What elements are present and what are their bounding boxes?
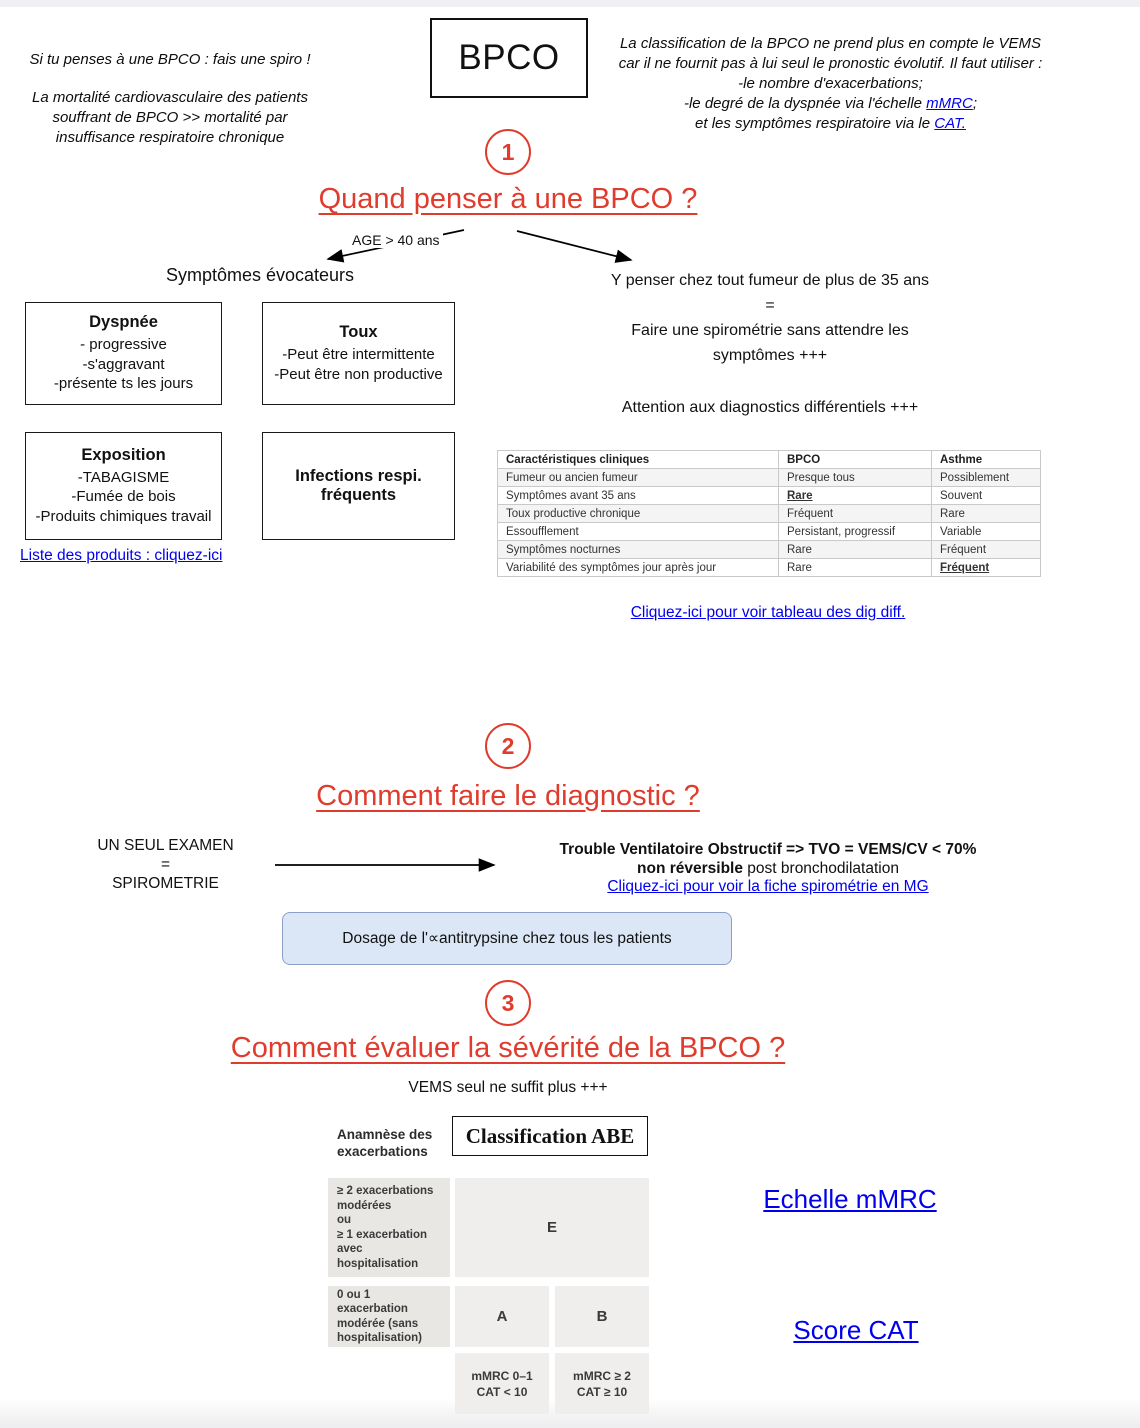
abe-cell-a bbox=[455, 1286, 549, 1347]
text-line: = bbox=[765, 297, 775, 314]
cell: Rare bbox=[932, 505, 1041, 523]
cell: Symptômes avant 35 ans bbox=[498, 487, 779, 505]
table-row bbox=[498, 469, 1041, 487]
spirometry-sheet-link[interactable]: Cliquez-ici pour voir la fiche spirométrie en MG bbox=[607, 878, 929, 895]
tvo-note bbox=[533, 841, 1003, 897]
alpha-antitrypsin-box bbox=[282, 912, 732, 965]
text-line: 0 ou 1 exacerbation bbox=[337, 1288, 408, 1315]
text-line: Si tu penses à une BPCO : fais une spiro ! bbox=[29, 51, 311, 68]
abe-row1-label bbox=[328, 1178, 450, 1277]
text-line: insuffisance respiratoire chronique bbox=[55, 129, 285, 146]
cell: Rare bbox=[779, 541, 932, 559]
text-line: Dosage de l'∝antitrypsine chez tous les patients bbox=[342, 930, 672, 947]
cell-value: A bbox=[496, 1308, 508, 1325]
section-title-text: Quand penser à une BPCO ? bbox=[318, 183, 698, 215]
table-row bbox=[498, 487, 1041, 505]
abe-cell-b bbox=[555, 1286, 649, 1347]
section-number-text: 3 bbox=[501, 989, 515, 1016]
cell: Essoufflement bbox=[498, 523, 779, 541]
text-line: AGE > 40 ans bbox=[352, 232, 440, 248]
box-exposition bbox=[25, 432, 222, 540]
section-number-text: 1 bbox=[501, 138, 515, 165]
top-strip bbox=[0, 0, 1140, 7]
text-line: CAT < 10 bbox=[476, 1384, 528, 1399]
text-line: -TABAGISME bbox=[77, 468, 170, 486]
box-infections bbox=[262, 432, 455, 540]
column-header: Caractéristiques cliniques bbox=[498, 451, 779, 469]
text-line: Faire une spirométrie sans attendre les bbox=[631, 322, 909, 339]
text-line: = bbox=[160, 856, 171, 873]
text-line: La mortalité cardiovasculaire des patients bbox=[32, 89, 308, 106]
text-line bbox=[533, 860, 1003, 879]
cat-inline-link[interactable]: CAT. bbox=[934, 115, 966, 132]
section-2-title bbox=[208, 780, 808, 813]
differential-warning bbox=[540, 399, 1000, 417]
abe-cell-e bbox=[455, 1178, 649, 1277]
mmrc-inline-link[interactable]: mMRC bbox=[926, 95, 973, 112]
heading-text: Symptômes évocateurs bbox=[165, 265, 355, 285]
text-line: symptômes +++ bbox=[712, 347, 828, 364]
cat-score-link[interactable]: Score CAT bbox=[793, 1315, 919, 1345]
text-line: ≥ 1 exacerbation bbox=[337, 1228, 428, 1241]
section-1-number bbox=[485, 129, 531, 175]
arrow-right-icon bbox=[505, 224, 650, 269]
text-line: modérée (sans bbox=[337, 1317, 419, 1330]
cell: Fumeur ou ancien fumeur bbox=[498, 469, 779, 487]
smoker-note bbox=[540, 268, 1000, 368]
text-line: ≥ 2 exacerbations bbox=[337, 1185, 434, 1197]
section-2-number bbox=[485, 723, 531, 769]
text-segment: -le degré de la dyspnée via l'échelle bbox=[683, 95, 927, 112]
heading-text: Classification ABE bbox=[465, 1123, 635, 1148]
diff-table-link[interactable]: Cliquez-ici pour voir tableau des dig diff. bbox=[630, 604, 906, 621]
age-label bbox=[349, 232, 443, 248]
text-line: -Fumée de bois bbox=[71, 488, 176, 506]
diff-table-link-wrap bbox=[518, 604, 1018, 622]
copd-asthma-table bbox=[497, 450, 1041, 577]
text-line: -le nombre d'exacerbations; bbox=[738, 75, 923, 92]
arrow-spirometry-icon bbox=[270, 856, 510, 874]
text-line: -Peut être intermittente bbox=[282, 346, 435, 363]
text-line: souffrant de BPCO >> mortalité par bbox=[52, 109, 288, 126]
text-line: -Peut être non productive bbox=[274, 365, 443, 383]
text-line: - progressive bbox=[80, 336, 167, 354]
text-line: Y penser chez tout fumeur de plus de 35 ans bbox=[610, 272, 930, 289]
section-1-title bbox=[208, 183, 808, 216]
emphasized-value: Fréquent bbox=[940, 561, 990, 574]
text-line: car il ne fournit pas à lui seul le pronostic évolutif. Il faut utiliser : bbox=[618, 55, 1043, 72]
text-line: CAT ≥ 10 bbox=[576, 1384, 628, 1399]
column-header: Asthme bbox=[932, 451, 1041, 469]
cell: Variable bbox=[932, 523, 1041, 541]
abe-criteria-a bbox=[455, 1353, 549, 1414]
cell: Persistant, progressif bbox=[779, 523, 932, 541]
column-header: BPCO bbox=[779, 451, 932, 469]
text-line: -Produits chimiques travail bbox=[35, 507, 212, 525]
text-line bbox=[598, 114, 1063, 134]
cell: Fréquent bbox=[932, 541, 1041, 559]
text-line: ou bbox=[337, 1214, 352, 1226]
cell-value: E bbox=[546, 1219, 557, 1236]
cell: Presque tous bbox=[779, 469, 932, 487]
text-line: modérées bbox=[337, 1199, 392, 1212]
text-segment: post bronchodilatation bbox=[743, 859, 899, 877]
mmrc-link-wrap bbox=[720, 1184, 980, 1215]
box-title: Dyspnée bbox=[89, 313, 158, 332]
cell: Rare bbox=[779, 559, 932, 577]
text-line: exacerbations bbox=[337, 1144, 428, 1159]
cat-link-wrap bbox=[726, 1315, 986, 1346]
exam-note bbox=[58, 836, 273, 893]
emphasized-value: Rare bbox=[787, 489, 813, 502]
box-title: fréquents bbox=[320, 486, 397, 504]
box-dyspnee bbox=[25, 302, 222, 405]
table-row bbox=[498, 541, 1041, 559]
cell: Souvent bbox=[932, 487, 1041, 505]
mmrc-scale-link[interactable]: Echelle mMRC bbox=[763, 1184, 937, 1214]
text-segment: ; bbox=[972, 95, 977, 112]
cell: Variabilité des symptômes jour après jour bbox=[498, 559, 779, 577]
cell-value: B bbox=[596, 1308, 608, 1325]
classification-note bbox=[598, 34, 1063, 134]
text-segment: non réversible bbox=[637, 859, 743, 877]
page-title: BPCO bbox=[458, 38, 560, 77]
text-line: -s'aggravant bbox=[82, 355, 165, 373]
text-line: Anamnèse des bbox=[337, 1127, 433, 1142]
text-line: mMRC 0–1 bbox=[471, 1368, 533, 1383]
text-line: SPIROMETRIE bbox=[112, 875, 219, 892]
bpco-title-box bbox=[430, 18, 588, 98]
cell bbox=[779, 487, 932, 505]
text-segment: et les symptômes respiratoire via le bbox=[695, 115, 935, 132]
box-title: Infections respi. bbox=[295, 467, 422, 485]
cell: Symptômes nocturnes bbox=[498, 541, 779, 559]
cell: Fréquent bbox=[779, 505, 932, 523]
text-line: avec hospitalisation bbox=[337, 1243, 419, 1270]
section-title-text: Comment évaluer la sévérité de la BPCO ? bbox=[230, 1032, 786, 1064]
cell: Toux productive chronique bbox=[498, 505, 779, 523]
box-title: Toux bbox=[339, 323, 378, 341]
section-title-text: Comment faire le diagnostic ? bbox=[316, 780, 700, 812]
box-title: Exposition bbox=[81, 445, 166, 464]
text-line: La classification de la BPCO ne prend plus en compte le VEMS bbox=[619, 35, 1042, 52]
section-number-text: 2 bbox=[501, 732, 515, 759]
text-line bbox=[598, 94, 1063, 114]
text-line: UN SEUL EXAMEN bbox=[97, 837, 234, 854]
vems-note bbox=[208, 1079, 808, 1097]
anamnese-header bbox=[337, 1126, 452, 1160]
text-line: hospitalisation) bbox=[337, 1332, 422, 1344]
box-toux bbox=[262, 302, 455, 405]
text-line: mMRC ≥ 2 bbox=[573, 1368, 631, 1383]
text-line bbox=[533, 878, 1003, 897]
table-row bbox=[498, 523, 1041, 541]
text-line: Attention aux diagnostics différentiels +++ bbox=[621, 399, 919, 416]
text-line: Trouble Ventilatoire Obstructif => TVO = VEMS/CV < 70% bbox=[559, 841, 977, 858]
spiro-reminder-note bbox=[20, 50, 320, 148]
text-line: -présente ts les jours bbox=[53, 375, 194, 393]
cell: Possiblement bbox=[932, 469, 1041, 487]
section-3-number bbox=[485, 980, 531, 1026]
products-list-link[interactable]: Liste des produits : cliquez-ici bbox=[20, 547, 223, 564]
symptoms-heading bbox=[45, 265, 475, 286]
abe-criteria-b bbox=[555, 1353, 649, 1414]
table-header-row bbox=[498, 451, 1041, 469]
table-row bbox=[498, 559, 1041, 577]
table-row bbox=[498, 505, 1041, 523]
section-3-title bbox=[208, 1032, 808, 1065]
classification-abe-title-box bbox=[452, 1116, 648, 1156]
text-line: VEMS seul ne suffit plus +++ bbox=[408, 1079, 608, 1096]
cell bbox=[932, 559, 1041, 577]
abe-row2-label bbox=[328, 1286, 450, 1347]
